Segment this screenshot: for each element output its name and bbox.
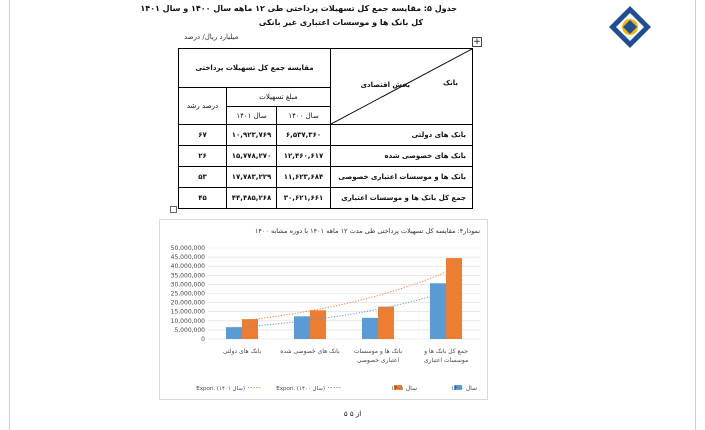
y-tick-label: 45,000,000: [170, 254, 205, 262]
table-row: [179, 167, 473, 188]
value-1400-cell: ۱۱,۶۲۳,۶۸۴: [277, 167, 331, 188]
bar-1401: [378, 307, 394, 339]
y-tick-label: 40,000,000: [170, 263, 205, 271]
table-move-handle[interactable]: +: [473, 37, 481, 47]
bank-cell: بانک ها و موسسات اعتباری خصوصی: [331, 167, 473, 188]
value-1401-cell: ۱۵,۷۷۸,۲۷۰: [227, 146, 277, 167]
y-tick-label: 0: [201, 336, 205, 343]
y-tick-label: 5,000,000: [174, 326, 205, 334]
value-1400-cell: ۱۲,۴۶۰,۶۱۷: [277, 146, 331, 167]
trendline-1401: [242, 272, 446, 321]
growth-cell: ۵۳: [179, 167, 227, 188]
bar-1400: [430, 283, 446, 339]
legend-label-1400: سال ۱۴۰۰: [451, 385, 478, 392]
x-tick-label: موسسات اعتباری: [423, 357, 469, 364]
y-tick-label: 25,000,000: [170, 290, 205, 298]
value-1401-cell: ۱۰,۹۲۳,۷۶۹: [227, 125, 277, 146]
growth-header: درصد رشد: [179, 88, 227, 125]
growth-cell: ۲۶: [179, 146, 227, 167]
trendline-1400: [242, 292, 446, 327]
table-title: جدول ۵: مقایسه جمع کل تسهیلات پرداختی طی ۱۲ ماهه سال ۱۴۰۰ و سال ۱۴۰۱: [140, 4, 457, 13]
x-tick-label: اعتباری خصوصی: [356, 357, 400, 364]
value-1400-cell: ۶,۵۳۷,۳۶۰: [277, 125, 331, 146]
y-tick-label: 30,000,000: [170, 281, 205, 289]
object-anchor-handle[interactable]: [170, 206, 177, 213]
col-1401-header: سال ۱۴۰۱: [227, 107, 277, 125]
bar-1400: [362, 318, 378, 339]
bank-cell: جمع کل بانک ها و موسسات اعتباری: [331, 188, 473, 209]
group-header: مقایسه جمع کل تسهیلات پرداختی: [179, 49, 331, 88]
table-row: [179, 146, 473, 167]
legend-label-trend-1400: Expon. (سال ۱۴۰۰): [276, 386, 325, 392]
facilities-table: [178, 48, 473, 209]
chart: [160, 220, 487, 399]
bar-1401: [446, 258, 462, 339]
diag-sector-label: بخش اقتصادی: [360, 81, 411, 89]
y-tick-label: 10,000,000: [170, 317, 205, 325]
table-subtitle: کل بانک ها و موسسات اعتباری غیر بانکی: [258, 18, 423, 27]
central-bank-logo: [606, 3, 654, 51]
growth-cell: ۴۵: [179, 188, 227, 209]
amount-header: مبلغ تسهیلات: [227, 88, 331, 107]
bar-1401: [310, 310, 326, 339]
growth-cell: ۶۷: [179, 125, 227, 146]
legend-label-trend-1401: Expon. (سال ۱۴۰۱): [196, 386, 245, 392]
page-left-border: [9, 0, 10, 430]
y-tick-label: 20,000,000: [170, 299, 205, 307]
y-tick-label: 35,000,000: [170, 272, 205, 280]
corner-header-cell: [331, 49, 473, 125]
unit-label: میلیارد ریال/ درصد: [184, 33, 239, 41]
value-1400-cell: ۳۰,۶۲۱,۶۶۱: [277, 188, 331, 209]
page-right-border: [695, 0, 696, 430]
table-row: [179, 125, 473, 146]
bank-cell: بانک های دولتی: [331, 125, 473, 146]
page-number: ۵ از ۵: [343, 410, 362, 418]
table-row: [179, 188, 473, 209]
bar-1401: [242, 319, 258, 339]
x-tick-label: بانک ها و موسسات: [353, 348, 403, 355]
chart-title: نمودار۴: مقایسه کل تسهیلات پرداختی طی مدت ۱۲ ماهه ۱۴۰۱ با دوره مشابه ۱۴۰۰: [254, 227, 480, 235]
legend-label-1401: سال ۱۴۰۱: [391, 385, 418, 392]
x-tick-label: بانک های دولتی: [222, 348, 262, 355]
bar-1400: [294, 316, 310, 339]
x-tick-label: جمع کل بانک ها و: [424, 348, 468, 355]
y-tick-label: 50,000,000: [170, 245, 205, 252]
chart-frame: [159, 219, 488, 400]
diag-bank-label: بانک: [442, 79, 459, 87]
bank-cell: بانک های خصوصی شده: [331, 146, 473, 167]
col-1400-header: سال ۱۴۰۰: [277, 107, 331, 125]
y-tick-label: 15,000,000: [170, 308, 205, 316]
value-1401-cell: ۱۷,۷۸۳,۲۲۹: [227, 167, 277, 188]
value-1401-cell: ۴۴,۴۸۵,۲۶۸: [227, 188, 277, 209]
x-tick-label: بانک های خصوصی شده: [280, 348, 340, 355]
bar-1400: [226, 327, 242, 339]
